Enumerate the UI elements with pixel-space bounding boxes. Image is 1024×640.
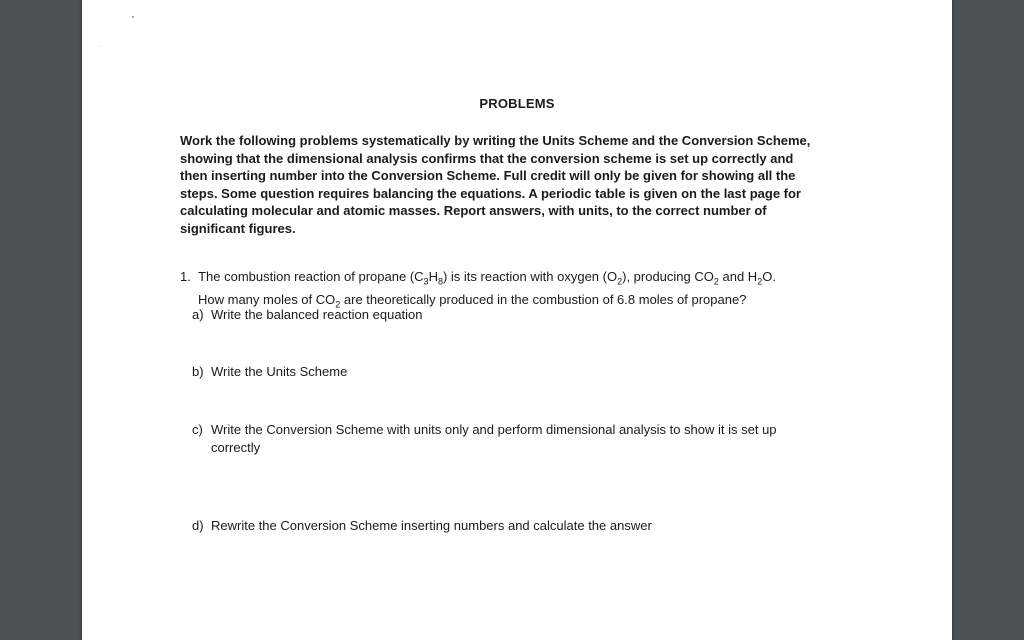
instructions-paragraph [180, 132, 840, 237]
part-d [192, 517, 652, 535]
scan-speck [132, 16, 134, 18]
instructions-line: then inserting number into the Conversion Scheme. Full credit will only be given for showing all the [180, 168, 796, 183]
part-text: Write the Units Scheme [211, 364, 348, 379]
instructions-line: calculating molecular and atomic masses. Report answers, with units, to the correct number of [180, 203, 767, 218]
instructions-line: showing that the dimensional analysis confirms that the conversion scheme is set up correctly and [180, 150, 794, 166]
document-page [82, 0, 952, 640]
problem-text: ) is its reaction with oxygen (O [442, 269, 618, 284]
problem-text: How many moles of CO [198, 292, 336, 308]
problem-text: ), producing CO [622, 269, 714, 284]
part-text: Write the Conversion Scheme with units only and perform dimensional analysis to show it is set up [211, 422, 777, 437]
part-c [192, 421, 777, 456]
subscript: 2 [335, 299, 341, 310]
problem-text: are theoretically produced in the combustion of 6.8 moles of propane? [340, 292, 747, 308]
subscript: 2 [757, 276, 763, 287]
page-title: PROBLEMS [479, 96, 555, 111]
part-text-continued: correctly [211, 439, 261, 455]
problem-1-statement [180, 268, 860, 291]
problem-number: 1. [180, 269, 191, 284]
part-label: c) [192, 422, 203, 437]
part-b [192, 363, 347, 381]
part-text: Write the balanced reaction equation [211, 307, 423, 322]
problem-text: O. [762, 269, 776, 284]
part-label: a) [192, 307, 204, 322]
part-text: Rewrite the Conversion Scheme inserting numbers and calculate the answer [211, 518, 652, 533]
viewer-right-margin [952, 0, 1024, 640]
part-label: b) [192, 364, 204, 379]
instructions-line: steps. Some question requires balancing the equations. A periodic table is given on the last page for [180, 185, 801, 201]
subscript: 2 [617, 276, 623, 287]
problem-text: The combustion reaction of propane (C [198, 269, 424, 284]
scan-speck [100, 46, 101, 47]
subscript: 3 [423, 276, 429, 287]
part-a [192, 306, 423, 324]
problem-text: and H [718, 269, 758, 284]
problem-text: H [428, 269, 438, 284]
instructions-line: significant figures. [180, 220, 296, 236]
subscript: 2 [713, 276, 719, 287]
subscript: 8 [437, 276, 443, 287]
viewer-left-margin [0, 0, 82, 640]
instructions-line: Work the following problems systematically by writing the Units Scheme and the Conversion Scheme, [180, 133, 811, 148]
part-label: d) [192, 518, 204, 533]
